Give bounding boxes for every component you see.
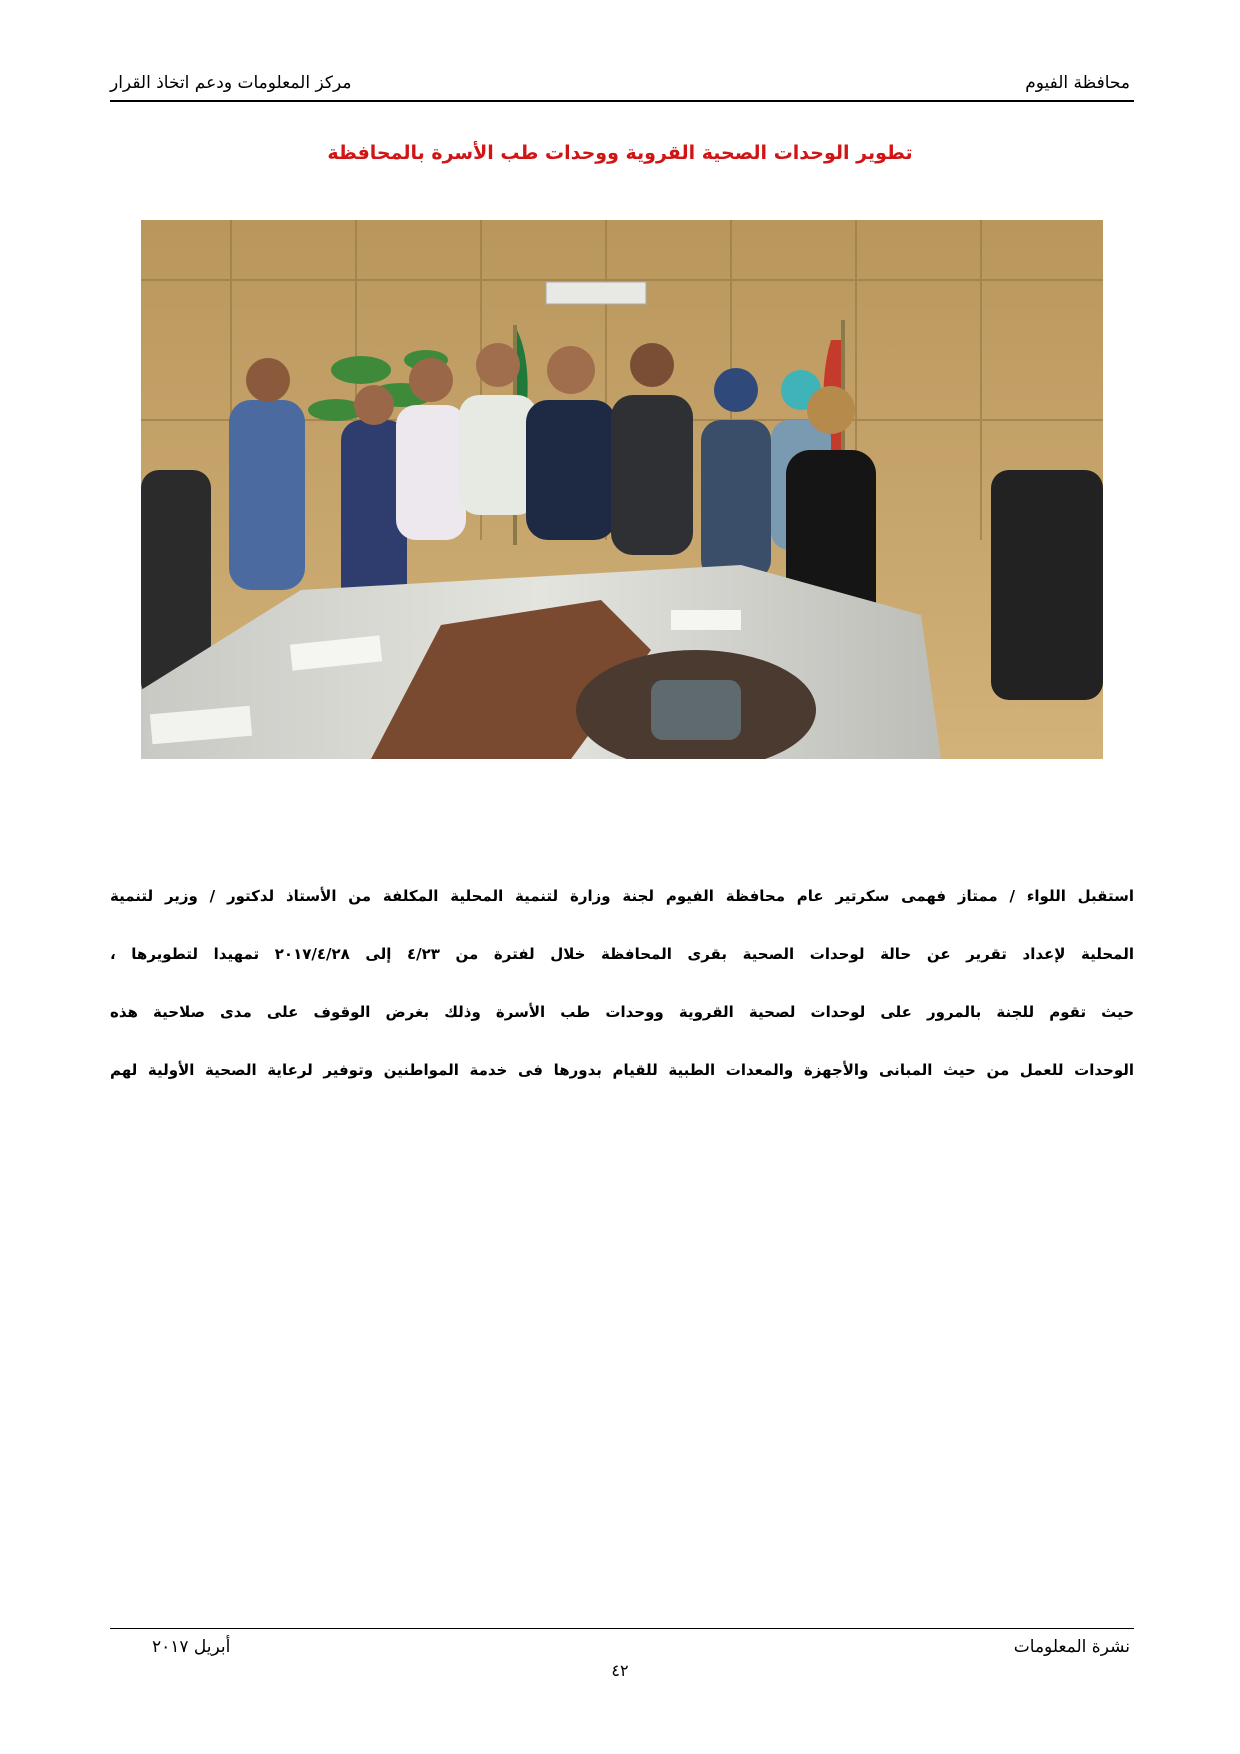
footer-publication: نشرة المعلومات bbox=[1013, 1637, 1130, 1657]
header-rule bbox=[110, 100, 1134, 102]
article-title: تطوير الوحدات الصحية القروية ووحدات طب الأسرة بالمحافظة bbox=[327, 142, 913, 164]
footer-rule bbox=[110, 1628, 1134, 1629]
footer-date: أبريل ٢٠١٧ bbox=[152, 1637, 231, 1657]
body-line: الوحدات للعمل من حيث المبانى والأجهزة والمعدات الطبية للقيام بدورها فى خدمة المواطنين وتوفير لرعاية الصحية الأولية لهم bbox=[110, 1061, 1134, 1079]
body-line: حيث تقوم للجنة بالمرور على لوحدات لصحية القروية ووحدات طب الأسرة وذلك بغرض الوقوف على مدى صلاحية هذه bbox=[110, 1003, 1134, 1021]
body-line: المحلية لإعداد تقرير عن حالة لوحدات الصحية بقرى المحافظة خلال لفترة من ٤/٢٣ إلى ٢٠١٧/٤/٢٨ تمهيدا لتطويرها ، bbox=[110, 945, 1134, 963]
page-number: ٤٢ bbox=[611, 1661, 629, 1680]
body-line: استقبل اللواء / ممتاز فهمى سكرتير عام محافظة الفيوم لجنة وزارة لتنمية المحلية المكلفة من الأستاذ لدكتور / وزير لتنمية bbox=[110, 887, 1134, 905]
header-center-name: مركز المعلومات ودعم اتخاذ القرار bbox=[110, 73, 352, 93]
meeting-photo bbox=[141, 220, 1103, 759]
header-governorate: محافظة الفيوم bbox=[1025, 73, 1130, 93]
article-body bbox=[110, 885, 1134, 1117]
